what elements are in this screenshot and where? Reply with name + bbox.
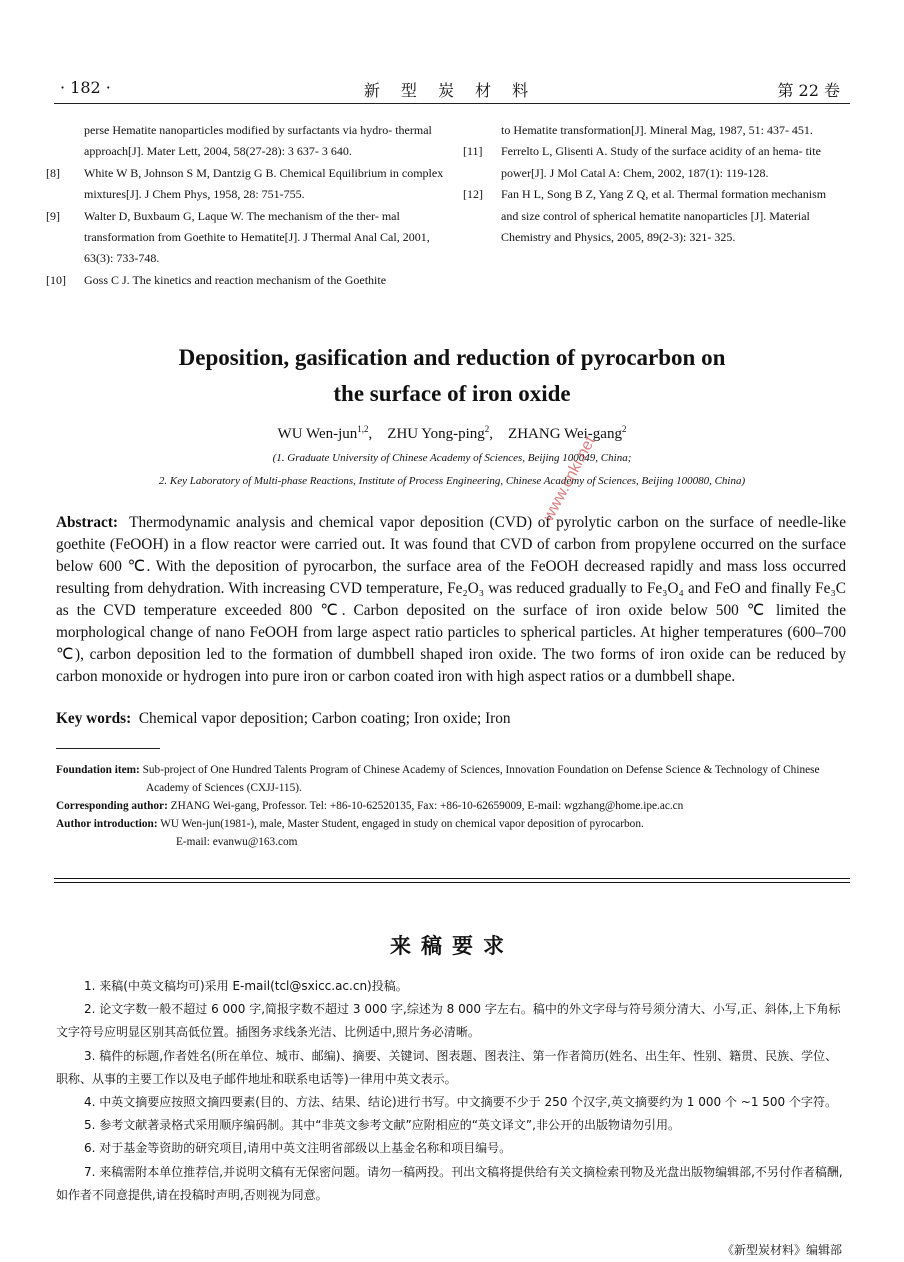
watermark: www.cnki.net [540,433,599,524]
requirements-title: 来稿要求 [390,934,514,958]
reference-text: to Hematite transformation[J]. Mineral Mag, 1987, 51: 437- 451. [501,123,813,137]
requirement-item: 4. 中英文摘要应按照文摘四要素(目的、方法、结果、结论)进行书写。中文摘要不少于 250 个汉字,英文摘要约为 1 000 个 ~1 500 个字符。 [84,1095,837,1110]
author-intro-note: Author introduction: WU Wen-jun(1981-), male, Master Student, engaged in study on chemical vapor deposition of pyrocarbon. [56,818,644,830]
footnotes [56,761,846,851]
keywords-label: Key words: [56,710,132,727]
keywords [56,710,846,728]
section-rule-bottom [54,882,850,883]
author-email: E-mail: evanwu@163.com [176,836,298,848]
author-name: ZHU Yong-ping [387,426,485,442]
affiliation-2: 2. Key Laboratory of Multi-phase Reactions, Institute of Process Engineering, Chinese Academy of Sciences, Beijing 100080, China) [158,475,746,487]
reference-item [463,141,846,184]
reference-number: [11] [463,144,483,159]
reference-item [46,206,444,270]
reference-text: Ferrelto L, Glisenti A. Study of the surface acidity of an hema- tite power[J]. J Mol Catal A: Chem, 2002, 187(1): 119-128. [501,144,821,180]
reference-item [46,270,444,291]
author-line: WU Wen-jun$^{1,2}$, ZHU Yong-ping$^2$, ZHANG Wei-gang$^2$ [277,424,627,442]
reference-text: White W B, Johnson S M, Dantzig G B. Chemical Equilibrium in complex mixtures[J]. J Chem Phys, 1958, 28: 751-755. [84,165,444,202]
article-title: Deposition, gasification and reduction of pyrocarbon on the surface of iron oxide [178,345,726,406]
requirement-item: 1. 来稿(中英文稿均可)采用 E-mail(tcl@sxicc.ac.cn)投稿。 [84,979,408,993]
requirements-list [56,975,846,1207]
requirement-item: 3. 稿件的标题,作者姓名(所在单位、城市、邮编)、摘要、关键词、图表题、图表注、第一作者简历(姓名、出生年、性别、籍贯、民族、学位、职称、从事的主要工作以及电子邮件地址和联系电话等)一律用中英文表示。 [56,1048,838,1086]
author-name: WU Wen-jun [277,426,358,442]
author-name: ZHANG Wei-gang [508,426,622,442]
reference-item [501,120,846,141]
requirement-item: 6. 对于基金等资助的研究项目,请用中英文注明省部级以上基金名称和项目编号。 [84,1141,512,1156]
reference-text: Goss C J. The kinetics and reaction mechanism of the Goethite [84,272,387,287]
running-header [60,78,840,100]
page-number: · 182 · [60,78,111,97]
requirement-item: 2. 论文字数一般不超过 6 000 字,简报字数不超过 3 000 字,综述为 8 000 字左右。稿中的外文字母与符号须分清大、小写,正、斜体,上下角标文字符号应明显区别其高低位置。插图务求线条光洁、比例适中,照片务必清晰。 [56,1002,841,1040]
affiliation-1: (1. Graduate University of Chinese Academy of Sciences, Beijing 100049, China; [272,452,632,464]
volume-label: 第 22 卷 [777,81,840,100]
reference-item [46,163,444,206]
references-left-column [46,120,444,291]
abstract [56,512,846,688]
header-rule [54,103,850,104]
reference-number: [9] [46,208,60,223]
abstract-label: Abstract: [56,514,119,531]
requirement-item: 5. 参考文献著录格式采用顺序编码制。其中“非英文参考文献”应附相应的“英文译文”,非公开的出版物请勿引用。 [84,1118,680,1133]
foundation-note: Foundation item: Sub-project of One Hundred Talents Program of Chinese Academy of Sciences, Innovation Foundation on Defense Science & Technology of Chinese Academy of Sciences (CXJJ-115). [56,764,820,794]
reference-number: [8] [46,165,60,180]
references-right-column [463,120,846,248]
editorial-signature: 《新型炭材料》编辑部 [721,1243,842,1257]
reference-number: [10] [46,272,66,287]
section-rule-top [54,878,850,879]
journal-name: 新 型 炭 材 料 [363,81,537,100]
reference-item [84,120,444,163]
reference-number: [12] [463,187,483,202]
requirement-item: 7. 来稿需附本单位推荐信,并说明文稿有无保密问题。请勿一稿两投。刊出文稿将提供给有关文摘检索刊物及光盘出版物编辑部,不另付作者稿酬,如作者不同意提供,请在投稿时声明,否则视为同意。 [56,1164,843,1202]
reference-text: Walter D, Buxbaum G, Laque W. The mechanism of the ther- mal transformation from Goethite to Hematite[J]. J Thermal Anal Cal, 2001, 63(3): 733-748. [84,208,430,266]
reference-item [463,184,846,248]
abstract-text: Thermodynamic analysis and chemical vapor deposition (CVD) of pyrolytic carbon on the surface of needle-like goethite (FeOOH) in a flow reactor were carried out. It was found that CVD of carbon from propylene occurred on the surface below 600 ℃. With the deposition of pyrocarbon, the surface area of the FeOOH decreased rapidly and mass loss occurred resulting from dehydration. With increasing CVD temperature, Fe₂O₃ was reduced gradually to Fe₃O₄ and FeO and finally Fe₃C as the CVD temperature exceeded 800 ℃. Carbon deposited on the surface of iron oxide below 500 ℃ limited the morphological change of nano FeOOH from large aspect ratio particles to spherical particles. At higher temperatures (600–700 ℃), carbon deposition led to the formation of dumbbell shaped iron oxide. The two forms of iron oxide can be reduced by carbon monoxide or hydrogen into pure iron or carbon coated iron with high aspect ratios or a dumbbell shape. [56,514,846,685]
footnote-rule [56,748,160,749]
keywords-text: Chemical vapor deposition; Carbon coating; Iron oxide; Iron [138,710,511,727]
reference-text: Fan H L, Song B Z, Yang Z Q, et al. Thermal formation mechanism and size control of spherical hematite nanoparticles [J]. Material Chemistry and Physics, 2005, 89(2-3): 321- 325. [501,187,827,245]
reference-text: perse Hematite nanoparticles modified by surfactants via hydro- thermal approach[J]. Mater Lett, 2004, 58(27-28): 3 637- 3 640. [84,123,432,159]
corresponding-note: Corresponding author: ZHANG Wei-gang, Professor. Tel: +86-10-62520135, Fax: +86-10-62659009, E-mail: wgzhang@home.ipe.ac.cn [56,800,684,812]
